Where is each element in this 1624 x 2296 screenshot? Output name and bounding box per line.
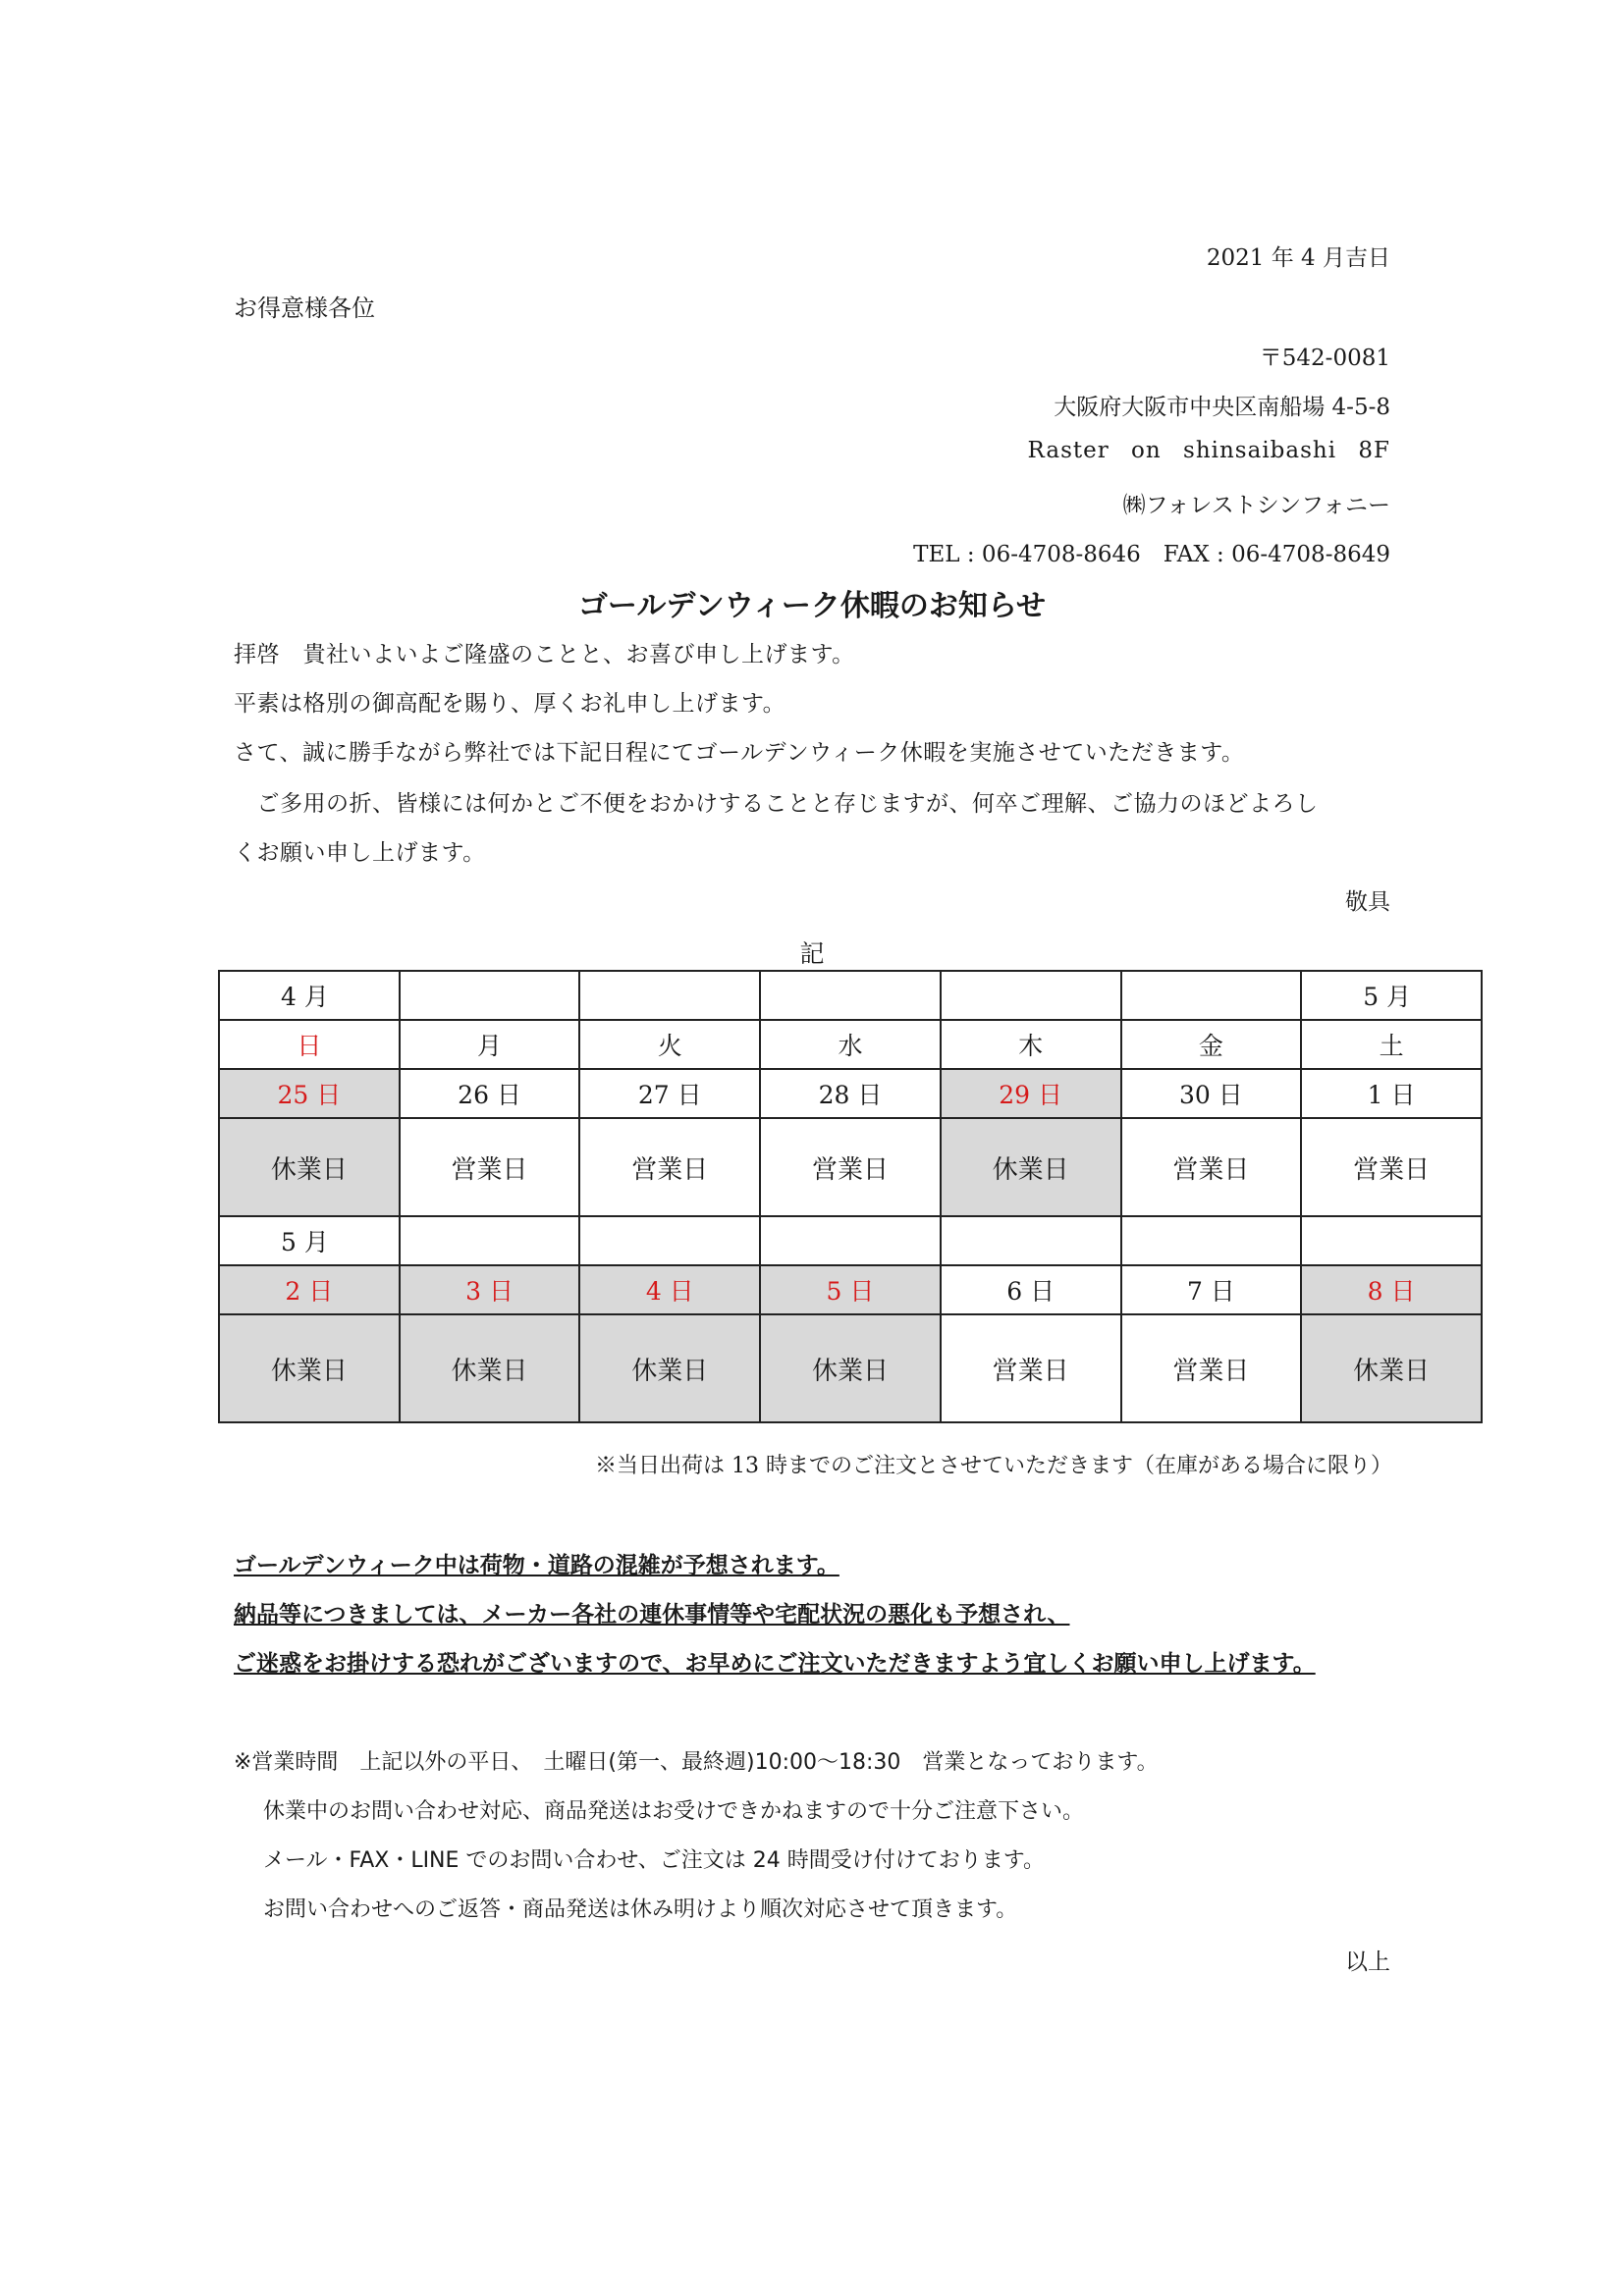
date-cell: 4 日 (579, 1265, 760, 1314)
document-title: ゴールデンウィーク休暇のお知らせ (577, 589, 1047, 623)
body-line-4: ご多用の折、皆様には何かとご不便をおかけすることと存じますが、何卒ご理解、ご協力のほどよろし (234, 791, 1319, 817)
month-label: 5 月 (1301, 971, 1482, 1020)
status-cell: 営業日 (1121, 1314, 1302, 1422)
status-row (219, 1314, 1482, 1422)
date-cell: 6 日 (941, 1265, 1121, 1314)
empty-cell (579, 971, 760, 1020)
date-cell: 8 日 (1301, 1265, 1482, 1314)
date-row (219, 1265, 1482, 1314)
status-cell: 営業日 (1301, 1118, 1482, 1216)
warning-line-2: 納品等につきましては、メーカー各社の連休事情等や宅配状況の悪化も予想され、 (234, 1602, 1070, 1628)
hours-line-2: 休業中のお問い合わせ対応、商品発送はお受けできかねますので十分ご注意下さい。 (263, 1799, 1085, 1824)
date-row (219, 1069, 1482, 1118)
sender-contact: TEL : 06-4708-8646 FAX : 06-4708-8649 (913, 542, 1390, 567)
sender-company: ㈱フォレストシンフォニー (1122, 493, 1390, 518)
empty-cell (1121, 1216, 1302, 1265)
empty-cell (400, 1216, 580, 1265)
date-cell: 2 日 (219, 1265, 400, 1314)
date-cell: 1 日 (1301, 1069, 1482, 1118)
status-cell: 休業日 (579, 1314, 760, 1422)
date-cell: 28 日 (760, 1069, 941, 1118)
document-date: 2021 年 4 月吉日 (1206, 245, 1390, 271)
status-cell: 休業日 (219, 1118, 400, 1216)
calendar-month-row (219, 1216, 1482, 1265)
calendar-month-row (219, 971, 1482, 1020)
empty-cell (579, 1216, 760, 1265)
body-line-5: くお願い申し上げます。 (234, 840, 486, 866)
weekday-cell: 土 (1301, 1020, 1482, 1069)
date-cell: 29 日 (941, 1069, 1121, 1118)
empty-cell (760, 1216, 941, 1265)
empty-cell (941, 971, 1121, 1020)
status-row (219, 1118, 1482, 1216)
recipient: お得意様各位 (234, 294, 375, 322)
date-cell: 30 日 (1121, 1069, 1302, 1118)
empty-cell (1121, 971, 1302, 1020)
weekday-cell: 金 (1121, 1020, 1302, 1069)
closing-keigu: 敬具 (1345, 889, 1390, 915)
date-cell: 3 日 (400, 1265, 580, 1314)
postal-code: 〒542-0081 (1259, 346, 1390, 371)
empty-cell (760, 971, 941, 1020)
hours-line-4: お問い合わせへのご返答・商品発送は休み明けより順次対応させて頂きます。 (263, 1897, 1018, 1922)
weekday-cell: 木 (941, 1020, 1121, 1069)
hours-line-1: ※営業時間 上記以外の平日、 土曜日(第一、最終週)10:00～18:30 営業となっております。 (234, 1750, 1159, 1775)
weekday-cell: 月 (400, 1020, 580, 1069)
status-cell: 営業日 (760, 1118, 941, 1216)
month-label: 5 月 (219, 1216, 400, 1265)
warning-line-3: ご迷惑をお掛けする恐れがございますので、お早めにご注文いただきますよう宜しくお願い申し上げます。 (234, 1651, 1316, 1677)
status-cell: 営業日 (579, 1118, 760, 1216)
date-cell: 26 日 (400, 1069, 580, 1118)
warning-line-1: ゴールデンウィーク中は荷物・道路の混雑が予想されます。 (234, 1553, 839, 1578)
empty-cell (941, 1216, 1121, 1265)
empty-cell (400, 971, 580, 1020)
status-cell: 休業日 (941, 1118, 1121, 1216)
status-cell: 休業日 (400, 1314, 580, 1422)
weekday-cell: 水 (760, 1020, 941, 1069)
status-cell: 休業日 (1301, 1314, 1482, 1422)
status-cell: 営業日 (941, 1314, 1121, 1422)
body-line-2: 平素は格別の御高配を賜り、厚くお礼申し上げます。 (234, 691, 786, 717)
shipping-note: ※当日出荷は 13 時までのご注文とさせていただきます（在庫がある場合に限り） (595, 1454, 1392, 1478)
sender-address: 大阪府大阪市中央区南船場 4-5-8 (1054, 395, 1390, 420)
month-label: 4 月 (219, 971, 400, 1020)
status-cell: 休業日 (219, 1314, 400, 1422)
date-cell: 27 日 (579, 1069, 760, 1118)
holiday-calendar (218, 970, 1483, 1423)
body-line-1: 拝啓 貴社いよいよご隆盛のことと、お喜び申し上げます。 (234, 642, 855, 667)
closing-ijou: 以上 (1345, 1949, 1390, 1975)
hours-line-3: メール・FAX・LINE でのお問い合わせ、ご注文は 24 時間受け付けております。 (263, 1848, 1045, 1873)
date-cell: 7 日 (1121, 1265, 1302, 1314)
empty-cell (1301, 1216, 1482, 1265)
date-cell: 25 日 (219, 1069, 400, 1118)
ki-heading: 記 (799, 939, 825, 968)
weekday-cell: 火 (579, 1020, 760, 1069)
sender-building: Raster on shinsaibashi 8F (1027, 438, 1390, 463)
status-cell: 営業日 (400, 1118, 580, 1216)
weekday-cell: 日 (219, 1020, 400, 1069)
body-line-3: さて、誠に勝手ながら弊社では下記日程にてゴールデンウィーク休暇を実施させていただきます。 (234, 740, 1245, 766)
date-cell: 5 日 (760, 1265, 941, 1314)
status-cell: 営業日 (1121, 1118, 1302, 1216)
weekday-row (219, 1020, 1482, 1069)
status-cell: 休業日 (760, 1314, 941, 1422)
